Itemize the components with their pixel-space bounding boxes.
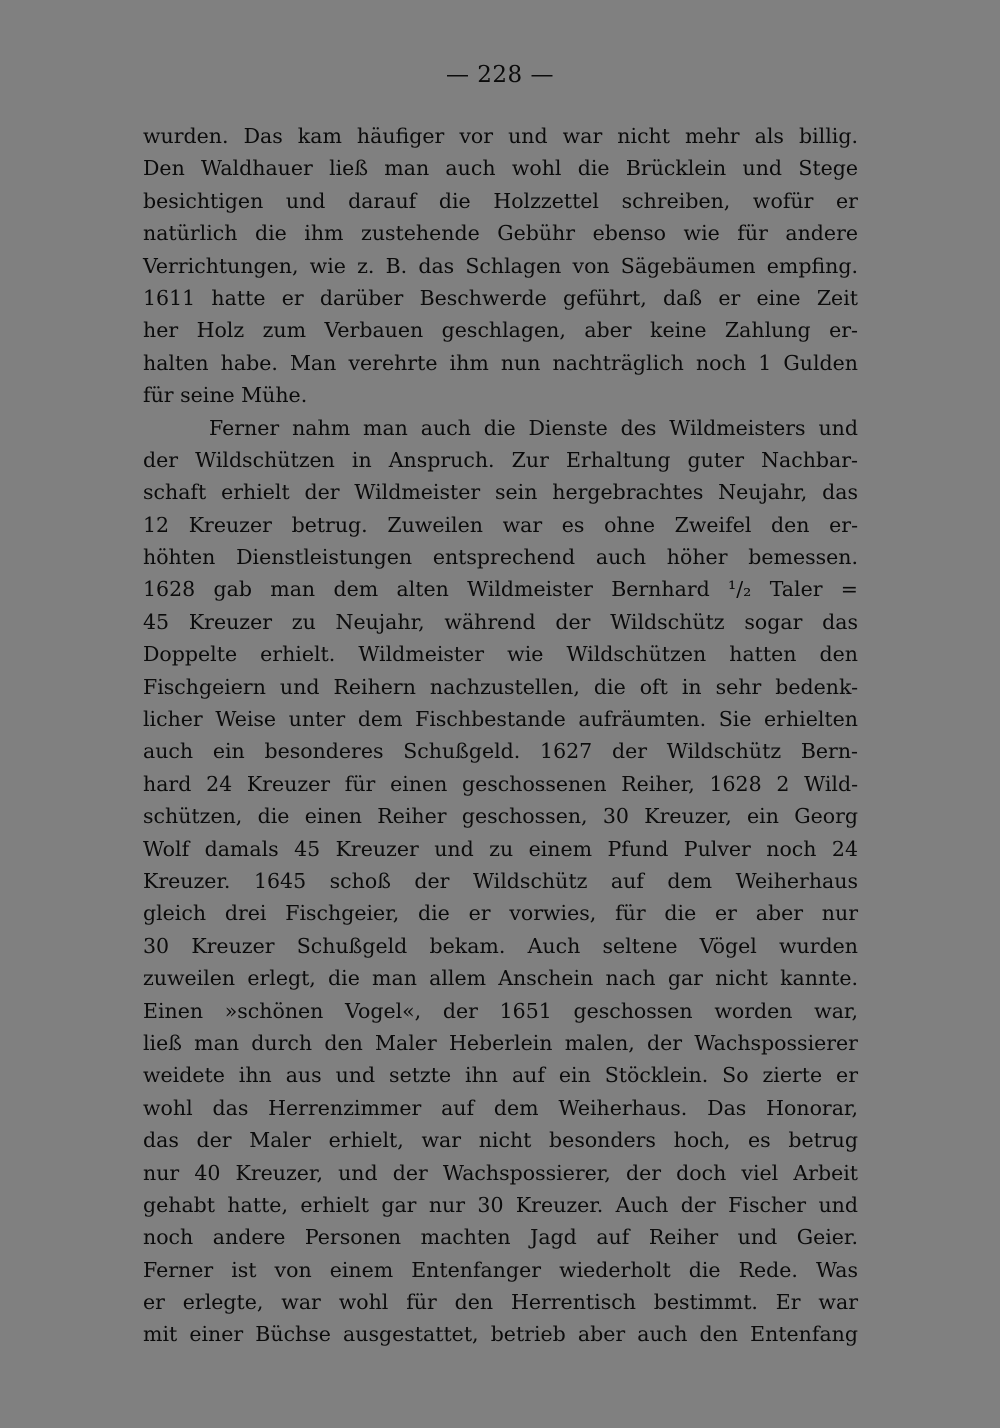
text-line: 12 Kreuzer betrug. Zuweilen war es ohne Zweifel den er- [143, 512, 858, 537]
text-line: Ferner ist von einem Entenfanger wiederholt die Rede. Was [143, 1257, 858, 1282]
text-line: gehabt hatte, erhielt gar nur 30 Kreuzer. Auch der Fischer und [143, 1192, 858, 1217]
text-line: höhten Dienstleistungen entsprechend auch höher bemessen. [143, 545, 858, 570]
text-line: besichtigen und darauf die Holzzettel schreiben, wofür er [143, 188, 858, 213]
text-line: halten habe. Man verehrte ihm nun nachträglich noch 1 Gulden [143, 350, 858, 375]
text-line: 30 Kreuzer Schußgeld bekam. Auch seltene Vögel wurden [143, 933, 858, 958]
text-line: Einen »schönen Vogel«, der 1651 geschossen worden war, [143, 998, 858, 1023]
text-line: noch andere Personen machten Jagd auf Reiher und Geier. [143, 1225, 858, 1250]
text-line: nur 40 Kreuzer, und der Wachspossierer, der doch viel Arbeit [143, 1160, 858, 1185]
text-line: mit einer Büchse ausgestattet, betrieb aber auch den Entenfang [143, 1322, 858, 1347]
text-line: natürlich die ihm zustehende Gebühr ebenso wie für andere [143, 221, 858, 246]
text-line: Wolf damals 45 Kreuzer und zu einem Pfund Pulver noch 24 [143, 836, 858, 861]
text-line: wohl das Herrenzimmer auf dem Weiherhaus. Das Honorar, [143, 1095, 858, 1120]
text-line: Kreuzer. 1645 schoß der Wildschütz auf dem Weiherhaus [143, 868, 858, 893]
text-line: her Holz zum Verbauen geschlagen, aber keine Zahlung er- [143, 318, 858, 343]
text-line: für seine Mühe. [143, 383, 308, 408]
text-line: der Wildschützen in Anspruch. Zur Erhaltung guter Nachbar- [143, 447, 858, 472]
text-line: 1611 hatte er darüber Beschwerde geführt, daß er eine Zeit [143, 285, 858, 310]
text-line: hard 24 Kreuzer für einen geschossenen Reiher, 1628 2 Wild- [143, 771, 858, 796]
text-line: weidete ihn aus und setzte ihn auf ein Stöcklein. So zierte er [143, 1063, 858, 1088]
text-line: licher Weise unter dem Fischbestande aufräumten. Sie erhielten [143, 707, 858, 732]
text-line: schützen, die einen Reiher geschossen, 30 Kreuzer, ein Georg [143, 804, 858, 829]
text-line: auch ein besonderes Schußgeld. 1627 der Wildschütz Bern- [143, 739, 858, 764]
text-line: das der Maler erhielt, war nicht besonders hoch, es betrug [143, 1128, 858, 1153]
text-line: 45 Kreuzer zu Neujahr, während der Wildschütz sogar das [143, 609, 858, 634]
text-line: Den Waldhauer ließ man auch wohl die Brücklein und Stege [143, 156, 858, 181]
text-line: er erlegte, war wohl für den Herrentisch bestimmt. Er war [143, 1290, 858, 1315]
text-line: Ferner nahm man auch die Dienste des Wildmeisters und [209, 415, 858, 440]
body-text [143, 120, 858, 1351]
text-line: schaft erhielt der Wildmeister sein hergebrachtes Neujahr, das [143, 480, 858, 505]
text-line: zuweilen erlegt, die man allem Anschein nach gar nicht kannte. [143, 966, 858, 991]
text-line: Fischgeiern und Reihern nachzustellen, die oft in sehr bedenk- [143, 674, 858, 699]
text-line: 1628 gab man dem alten Wildmeister Bernhard ¹/₂ Taler = [143, 577, 858, 602]
text-line: gleich drei Fischgeier, die er vorwies, für die er aber nur [143, 901, 858, 926]
text-line: Doppelte erhielt. Wildmeister wie Wildschützen hatten den [143, 642, 858, 667]
page-number: — 228 — [445, 62, 555, 88]
text-line: Verrichtungen, wie z. B. das Schlagen von Sägebäumen empfing. [143, 253, 858, 278]
text-line: wurden. Das kam häufiger vor und war nicht mehr als billig. [143, 124, 858, 148]
text-line: ließ man durch den Maler Heberlein malen, der Wachspossierer [143, 1030, 858, 1055]
